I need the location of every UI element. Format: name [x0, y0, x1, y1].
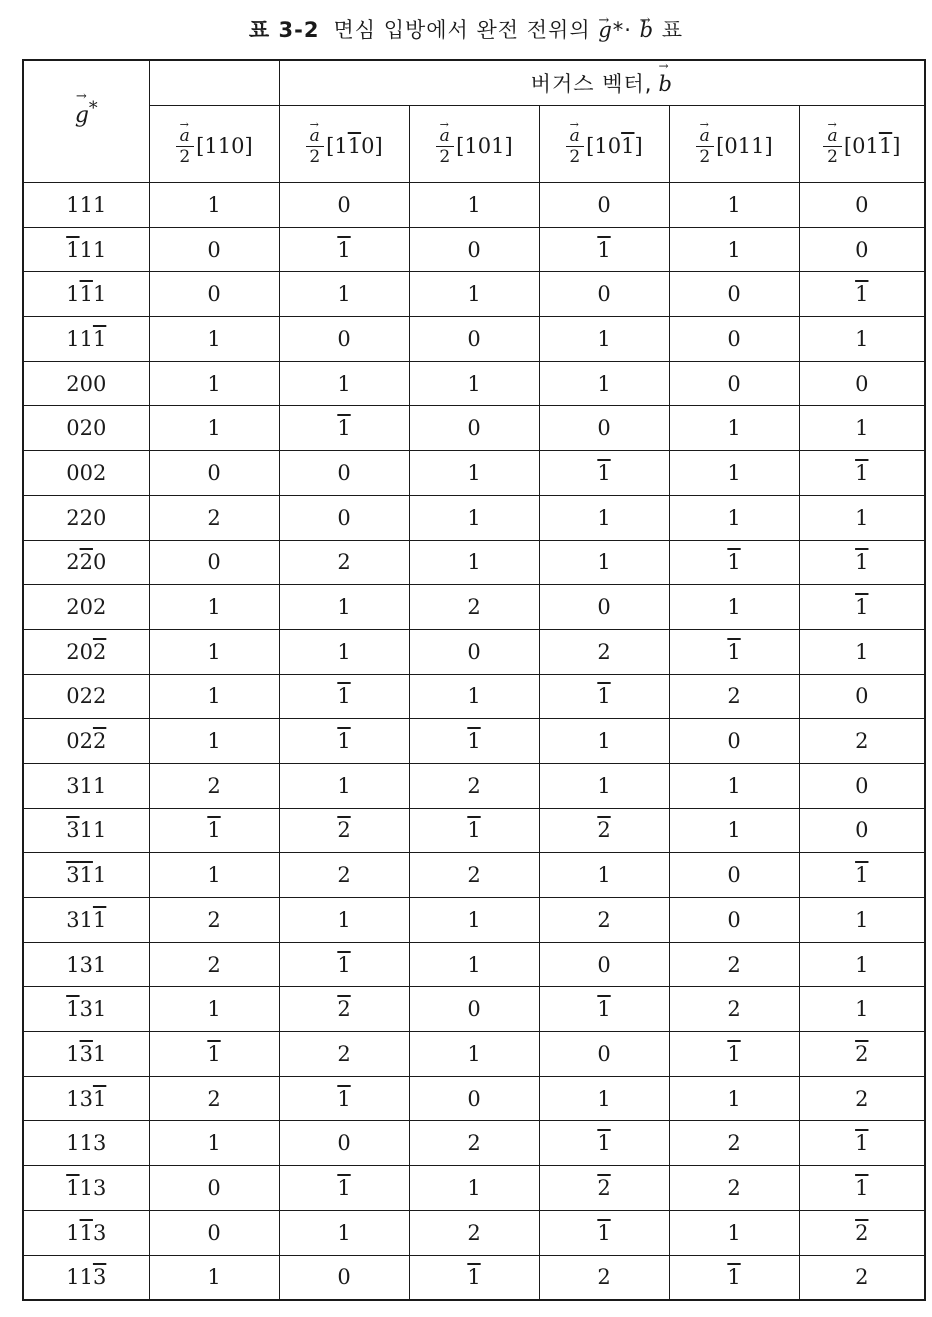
a-over-2-fraction: → $\frac{a}{2}$ [823, 126, 842, 167]
table-row [23, 272, 925, 317]
g-dot-b-value-cell: 2 [279, 808, 409, 853]
g-dot-b-value-cell: 1 [149, 1255, 279, 1300]
g-dot-b-value-cell: 1 [539, 719, 669, 764]
g-dot-b-value-cell: 0 [149, 272, 279, 317]
g-dot-b-value-cell: 1 [149, 1032, 279, 1077]
g-vector-cell: 220 [23, 495, 149, 540]
g-dot-b-value-cell: 2 [149, 1076, 279, 1121]
table-row [23, 942, 925, 987]
g-vector-cell: 311 [23, 763, 149, 808]
g-dot-b-value-cell: 1 [279, 763, 409, 808]
g-dot-b-value-cell: 0 [669, 272, 799, 317]
g-dot-b-value-cell: 1 [409, 540, 539, 585]
g-dot-b-value-cell: 2 [539, 629, 669, 674]
g-dot-b-value-cell: 2 [409, 1121, 539, 1166]
table-row [23, 406, 925, 451]
g-dot-b-value-cell: 1 [149, 853, 279, 898]
g-dot-b-table [22, 59, 926, 1301]
corner-header-g-star [23, 60, 149, 183]
direction-header-4 [669, 106, 799, 183]
g-vector-cell: 202 [23, 629, 149, 674]
g-vector-cell: 220 [23, 540, 149, 585]
direction-header-5 [799, 106, 925, 183]
table-row [23, 183, 925, 228]
direction-header-2 [409, 106, 539, 183]
burgers-vector-header [279, 60, 925, 106]
g-dot-b-value-cell: 2 [799, 719, 925, 764]
table-row [23, 495, 925, 540]
g-dot-b-value-cell: 1 [279, 674, 409, 719]
g-dot-b-value-cell: 1 [799, 629, 925, 674]
direction-header-3 [539, 106, 669, 183]
g-dot-b-value-cell: 0 [409, 629, 539, 674]
g-vector-cell: 131 [23, 942, 149, 987]
table-row [23, 317, 925, 362]
g-dot-b-value-cell: 0 [669, 898, 799, 943]
g-dot-b-value-cell: 1 [539, 674, 669, 719]
g-dot-b-value-cell: 1 [279, 1166, 409, 1211]
g-dot-b-value-cell: 1 [279, 227, 409, 272]
g-vector-cell: 202 [23, 585, 149, 630]
g-dot-b-value-cell: 2 [409, 585, 539, 630]
g-dot-b-value-cell: 0 [799, 763, 925, 808]
g-dot-b-value-cell: 1 [669, 451, 799, 496]
g-dot-b-value-cell: 1 [669, 1210, 799, 1255]
g-dot-b-value-cell: 1 [409, 942, 539, 987]
g-dot-b-value-cell: 2 [149, 898, 279, 943]
caption-b-vector: → b [640, 18, 654, 42]
g-dot-b-value-cell: 0 [149, 540, 279, 585]
burgers-vector-label: 버거스 벡터, [530, 72, 653, 96]
g-dot-b-value-cell: 0 [539, 183, 669, 228]
g-vector-cell: 020 [23, 406, 149, 451]
g-dot-b-value-cell: 0 [149, 1210, 279, 1255]
g-dot-b-value-cell: 1 [669, 629, 799, 674]
direction-index: [110] [326, 134, 383, 158]
g-vector-cell: 113 [23, 1210, 149, 1255]
g-dot-b-value-cell: 2 [409, 763, 539, 808]
g-dot-b-value-cell: 0 [149, 451, 279, 496]
g-dot-b-value-cell: 1 [669, 227, 799, 272]
g-dot-b-value-cell: 1 [279, 1076, 409, 1121]
g-dot-b-value-cell: 0 [149, 1166, 279, 1211]
caption-text: 면심 입방에서 완전 전위의 [333, 18, 591, 42]
g-vector-cell: 311 [23, 853, 149, 898]
g-dot-b-value-cell: 1 [539, 1121, 669, 1166]
g-dot-b-value-cell: 1 [799, 942, 925, 987]
g-dot-b-value-cell: 1 [409, 451, 539, 496]
g-dot-b-value-cell: 1 [409, 674, 539, 719]
g-dot-b-value-cell: 1 [799, 495, 925, 540]
g-dot-b-value-cell: 0 [279, 451, 409, 496]
g-dot-b-value-cell: 2 [149, 495, 279, 540]
g-dot-b-value-cell: 1 [149, 629, 279, 674]
g-dot-b-value-cell: 1 [149, 674, 279, 719]
caption-suffix: 표 [661, 18, 684, 42]
burgers-vector-symbol: → b [658, 72, 672, 96]
g-dot-b-value-cell: 2 [279, 853, 409, 898]
g-vector-cell: 131 [23, 1076, 149, 1121]
g-vector-cell: 113 [23, 1255, 149, 1300]
a-over-2-fraction: → $\frac{a}{2}$ [175, 126, 194, 167]
table-row [23, 1166, 925, 1211]
g-dot-b-value-cell: 1 [669, 1076, 799, 1121]
g-dot-b-value-cell: 0 [409, 227, 539, 272]
g-vector-cell: 111 [23, 227, 149, 272]
g-dot-b-value-cell: 2 [409, 853, 539, 898]
g-dot-b-value-cell: 1 [149, 406, 279, 451]
g-vector-cell: 311 [23, 808, 149, 853]
g-dot-b-value-cell: 1 [539, 987, 669, 1032]
g-vector-cell: 200 [23, 361, 149, 406]
caption-star-dot: *· [612, 18, 632, 42]
direction-index: [011] [843, 134, 901, 158]
g-dot-b-value-cell: 0 [799, 183, 925, 228]
g-dot-b-value-cell: 2 [539, 808, 669, 853]
g-dot-b-value-cell: 2 [799, 1076, 925, 1121]
g-dot-b-value-cell: 1 [279, 361, 409, 406]
g-dot-b-value-cell: 1 [799, 406, 925, 451]
g-dot-b-value-cell: 1 [409, 1166, 539, 1211]
g-dot-b-value-cell: 1 [539, 1076, 669, 1121]
g-dot-b-value-cell: 1 [409, 361, 539, 406]
g-dot-b-value-cell: 1 [669, 585, 799, 630]
direction-header-1 [279, 106, 409, 183]
g-dot-b-value-cell: 0 [409, 317, 539, 362]
g-dot-b-value-cell: 1 [799, 585, 925, 630]
table-row [23, 763, 925, 808]
g-dot-b-value-cell: 0 [279, 183, 409, 228]
caption-g-vector: → g [598, 18, 612, 42]
g-dot-b-value-cell: 0 [409, 987, 539, 1032]
g-dot-b-value-cell: 0 [669, 317, 799, 362]
g-dot-b-value-cell: 1 [669, 540, 799, 585]
g-dot-b-value-cell: 1 [279, 719, 409, 764]
g-dot-b-value-cell: 2 [799, 1032, 925, 1077]
g-dot-b-value-cell: 1 [149, 719, 279, 764]
table-row [23, 987, 925, 1032]
g-dot-b-value-cell: 1 [669, 183, 799, 228]
g-dot-b-value-cell: 1 [799, 987, 925, 1032]
table-row [23, 1210, 925, 1255]
blank-header-cell [149, 60, 279, 106]
g-dot-b-value-cell: 1 [539, 1210, 669, 1255]
table-row [23, 719, 925, 764]
table-row [23, 1076, 925, 1121]
g-dot-b-value-cell: 2 [669, 1166, 799, 1211]
g-dot-b-value-cell: 0 [279, 317, 409, 362]
g-dot-b-value-cell: 2 [539, 898, 669, 943]
table-row [23, 808, 925, 853]
g-dot-b-value-cell: 1 [539, 361, 669, 406]
g-vector-cell: 111 [23, 272, 149, 317]
g-dot-b-value-cell: 0 [799, 674, 925, 719]
g-dot-b-value-cell: 2 [539, 1166, 669, 1211]
g-dot-b-value-cell: 0 [539, 1032, 669, 1077]
g-vector-cell: 111 [23, 183, 149, 228]
g-dot-b-value-cell: 1 [539, 317, 669, 362]
a-over-2-fraction: → $\frac{a}{2}$ [305, 126, 324, 167]
g-dot-b-value-cell: 0 [539, 406, 669, 451]
g-dot-b-value-cell: 1 [799, 272, 925, 317]
g-vector-cell: 022 [23, 719, 149, 764]
g-dot-b-value-cell: 1 [409, 808, 539, 853]
g-vector-cell: 113 [23, 1121, 149, 1166]
g-dot-b-value-cell: 1 [669, 1032, 799, 1077]
g-vector-cell: 311 [23, 898, 149, 943]
g-dot-b-value-cell: 2 [669, 942, 799, 987]
g-dot-b-value-cell: 1 [799, 853, 925, 898]
a-over-2-fraction: → $\frac{a}{2}$ [695, 126, 714, 167]
g-dot-b-value-cell: 0 [669, 719, 799, 764]
g-dot-b-value-cell: 1 [149, 361, 279, 406]
g-dot-b-value-cell: 0 [409, 1076, 539, 1121]
table-row [23, 853, 925, 898]
table-row [23, 1121, 925, 1166]
g-dot-b-value-cell: 1 [539, 227, 669, 272]
g-dot-b-value-cell: 1 [409, 1032, 539, 1077]
g-dot-b-value-cell: 2 [539, 1255, 669, 1300]
g-vector-cell: 022 [23, 674, 149, 719]
direction-index: [110] [196, 134, 253, 158]
g-dot-b-value-cell: 1 [149, 183, 279, 228]
g-dot-b-value-cell: 1 [539, 451, 669, 496]
g-dot-b-value-cell: 2 [669, 674, 799, 719]
g-dot-b-value-cell: 2 [279, 1032, 409, 1077]
g-dot-b-value-cell: 1 [799, 1166, 925, 1211]
g-dot-b-value-cell: 2 [279, 540, 409, 585]
g-dot-b-value-cell: 1 [409, 719, 539, 764]
direction-index: [011] [716, 134, 773, 158]
g-dot-b-value-cell: 1 [539, 540, 669, 585]
g-dot-b-value-cell: 1 [669, 495, 799, 540]
g-vector-cell: 002 [23, 451, 149, 496]
g-star-symbol: → g [75, 103, 89, 128]
g-dot-b-value-cell: 1 [799, 898, 925, 943]
table-row [23, 629, 925, 674]
g-vector-cell: 113 [23, 1166, 149, 1211]
g-dot-b-value-cell: 2 [669, 987, 799, 1032]
g-dot-b-value-cell: 0 [799, 808, 925, 853]
g-dot-b-value-cell: 0 [799, 361, 925, 406]
g-dot-b-value-cell: 1 [799, 451, 925, 496]
table-caption [0, 14, 932, 46]
table-row [23, 361, 925, 406]
g-dot-b-value-cell: 1 [669, 406, 799, 451]
g-dot-b-value-cell: 2 [149, 763, 279, 808]
g-dot-b-value-cell: 1 [409, 495, 539, 540]
g-dot-b-value-cell: 0 [279, 1121, 409, 1166]
g-dot-b-value-cell: 1 [149, 585, 279, 630]
table-row [23, 227, 925, 272]
g-dot-b-value-cell: 1 [409, 898, 539, 943]
table-row [23, 1255, 925, 1300]
g-dot-b-value-cell: 0 [799, 227, 925, 272]
g-dot-b-value-cell: 1 [149, 987, 279, 1032]
g-dot-b-value-cell: 1 [409, 272, 539, 317]
g-dot-b-value-cell: 1 [279, 585, 409, 630]
g-vector-cell: 131 [23, 987, 149, 1032]
g-dot-b-value-cell: 1 [799, 317, 925, 362]
a-over-2-fraction: → $\frac{a}{2}$ [565, 126, 584, 167]
g-dot-b-value-cell: 1 [669, 1255, 799, 1300]
g-dot-b-value-cell: 1 [539, 495, 669, 540]
g-dot-b-value-cell: 1 [149, 808, 279, 853]
g-vector-cell: 111 [23, 317, 149, 362]
g-dot-b-value-cell: 1 [279, 898, 409, 943]
g-dot-b-value-cell: 1 [279, 1210, 409, 1255]
table-row [23, 1032, 925, 1077]
g-dot-b-value-cell: 1 [279, 272, 409, 317]
direction-header-0 [149, 106, 279, 183]
table-row [23, 540, 925, 585]
g-dot-b-value-cell: 1 [409, 1255, 539, 1300]
g-dot-b-value-cell: 2 [409, 1210, 539, 1255]
g-dot-b-value-cell: 1 [279, 406, 409, 451]
g-vector-cell: 131 [23, 1032, 149, 1077]
g-dot-b-value-cell: 0 [669, 361, 799, 406]
direction-index: [101] [456, 134, 513, 158]
g-dot-b-value-cell: 0 [539, 942, 669, 987]
g-dot-b-value-cell: 0 [539, 585, 669, 630]
table-row [23, 674, 925, 719]
g-dot-b-value-cell: 1 [539, 853, 669, 898]
g-dot-b-value-cell: 2 [279, 987, 409, 1032]
g-dot-b-value-cell: 0 [409, 406, 539, 451]
caption-label: 표 3-2 [248, 18, 320, 42]
g-dot-b-value-cell: 2 [799, 1255, 925, 1300]
g-dot-b-value-cell: 0 [279, 1255, 409, 1300]
g-dot-b-value-cell: 1 [409, 183, 539, 228]
table-row [23, 898, 925, 943]
g-dot-b-value-cell: 2 [149, 942, 279, 987]
g-dot-b-value-cell: 2 [799, 1210, 925, 1255]
g-dot-b-value-cell: 1 [669, 763, 799, 808]
g-star-asterisk: * [88, 99, 98, 119]
g-dot-b-value-cell: 0 [279, 495, 409, 540]
g-dot-b-value-cell: 2 [669, 1121, 799, 1166]
direction-index: [101] [586, 134, 643, 158]
g-dot-b-value-cell: 1 [669, 808, 799, 853]
table-row [23, 451, 925, 496]
g-dot-b-value-cell: 1 [539, 763, 669, 808]
g-dot-b-value-cell: 1 [149, 1121, 279, 1166]
g-dot-b-value-cell: 1 [279, 942, 409, 987]
g-dot-b-value-cell: 1 [149, 317, 279, 362]
table-row [23, 585, 925, 630]
g-dot-b-value-cell: 1 [799, 1121, 925, 1166]
a-over-2-fraction: → $\frac{a}{2}$ [435, 126, 454, 167]
g-dot-b-value-cell: 1 [279, 629, 409, 674]
g-dot-b-value-cell: 0 [539, 272, 669, 317]
g-dot-b-value-cell: 1 [799, 540, 925, 585]
g-dot-b-value-cell: 0 [669, 853, 799, 898]
g-dot-b-value-cell: 0 [149, 227, 279, 272]
